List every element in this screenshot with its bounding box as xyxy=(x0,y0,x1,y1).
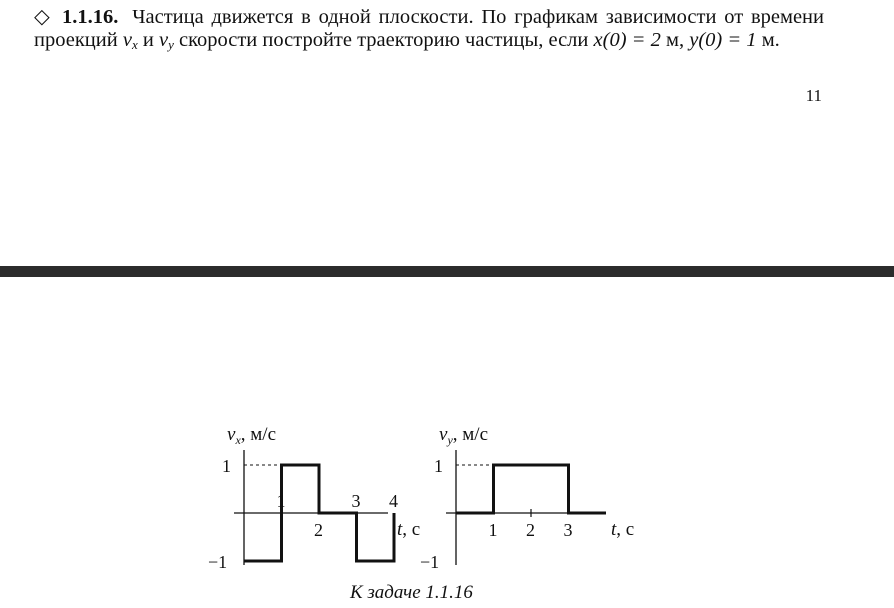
graph-vx-y-tick-label: 1 xyxy=(222,456,231,476)
unit-m-2: м. xyxy=(761,29,780,51)
problem-statement xyxy=(34,6,824,52)
graph-vy-x-tick-label: 2 xyxy=(526,520,535,540)
problem-text-2: скорости постройте траекторию частицы, если xyxy=(178,29,589,51)
graph-vy-y-tick-label: 1 xyxy=(434,456,443,476)
graph-vx-x-axis-label: t, с xyxy=(397,519,421,540)
problem-text-1: Частица движется в одной плоскости. По графикам зависимости от времени проекций xyxy=(34,6,824,51)
graph-vx-x-tick-label: 3 xyxy=(351,491,361,511)
graph-vx-y-axis-label: $v_x$, м/с xyxy=(227,424,277,447)
graph-vx-x-tick-label: 4 xyxy=(389,491,398,511)
graph-vx-x-tick-label: 1 xyxy=(276,491,286,511)
graph-vy-x-tick-label: 3 xyxy=(563,520,573,540)
graph-vy-x-axis-label: t, с xyxy=(611,519,635,540)
page-divider xyxy=(0,266,894,277)
vy-symbol: $v_y$ xyxy=(158,29,174,52)
graph-vx-x-tick-label: 2 xyxy=(314,520,323,540)
diamond-icon: ◇ xyxy=(34,6,50,28)
graph-vx-y-tick-label: −1 xyxy=(208,552,228,572)
and-word: и xyxy=(142,29,154,51)
figure-velocity-graphs xyxy=(190,410,660,603)
graph-vy-series-line xyxy=(456,465,606,513)
velocity-graphs-svg xyxy=(190,410,660,603)
condition-x: x(0) = 2 xyxy=(593,29,661,51)
problem-number: 1.1.16. xyxy=(62,6,119,28)
vx-symbol: $v_x$ xyxy=(122,29,138,52)
condition-y: y(0) = 1 xyxy=(689,29,757,51)
graph-vy-y-axis-label: $v_y$, м/с xyxy=(439,424,489,447)
page-number: 11 xyxy=(805,86,822,105)
figure-caption: К задаче 1.1.16 xyxy=(350,582,473,603)
graph-vy-x-tick-label: 1 xyxy=(488,520,498,540)
unit-m-1: м, xyxy=(665,29,685,51)
graph-vy-y-tick-label: −1 xyxy=(420,552,440,572)
